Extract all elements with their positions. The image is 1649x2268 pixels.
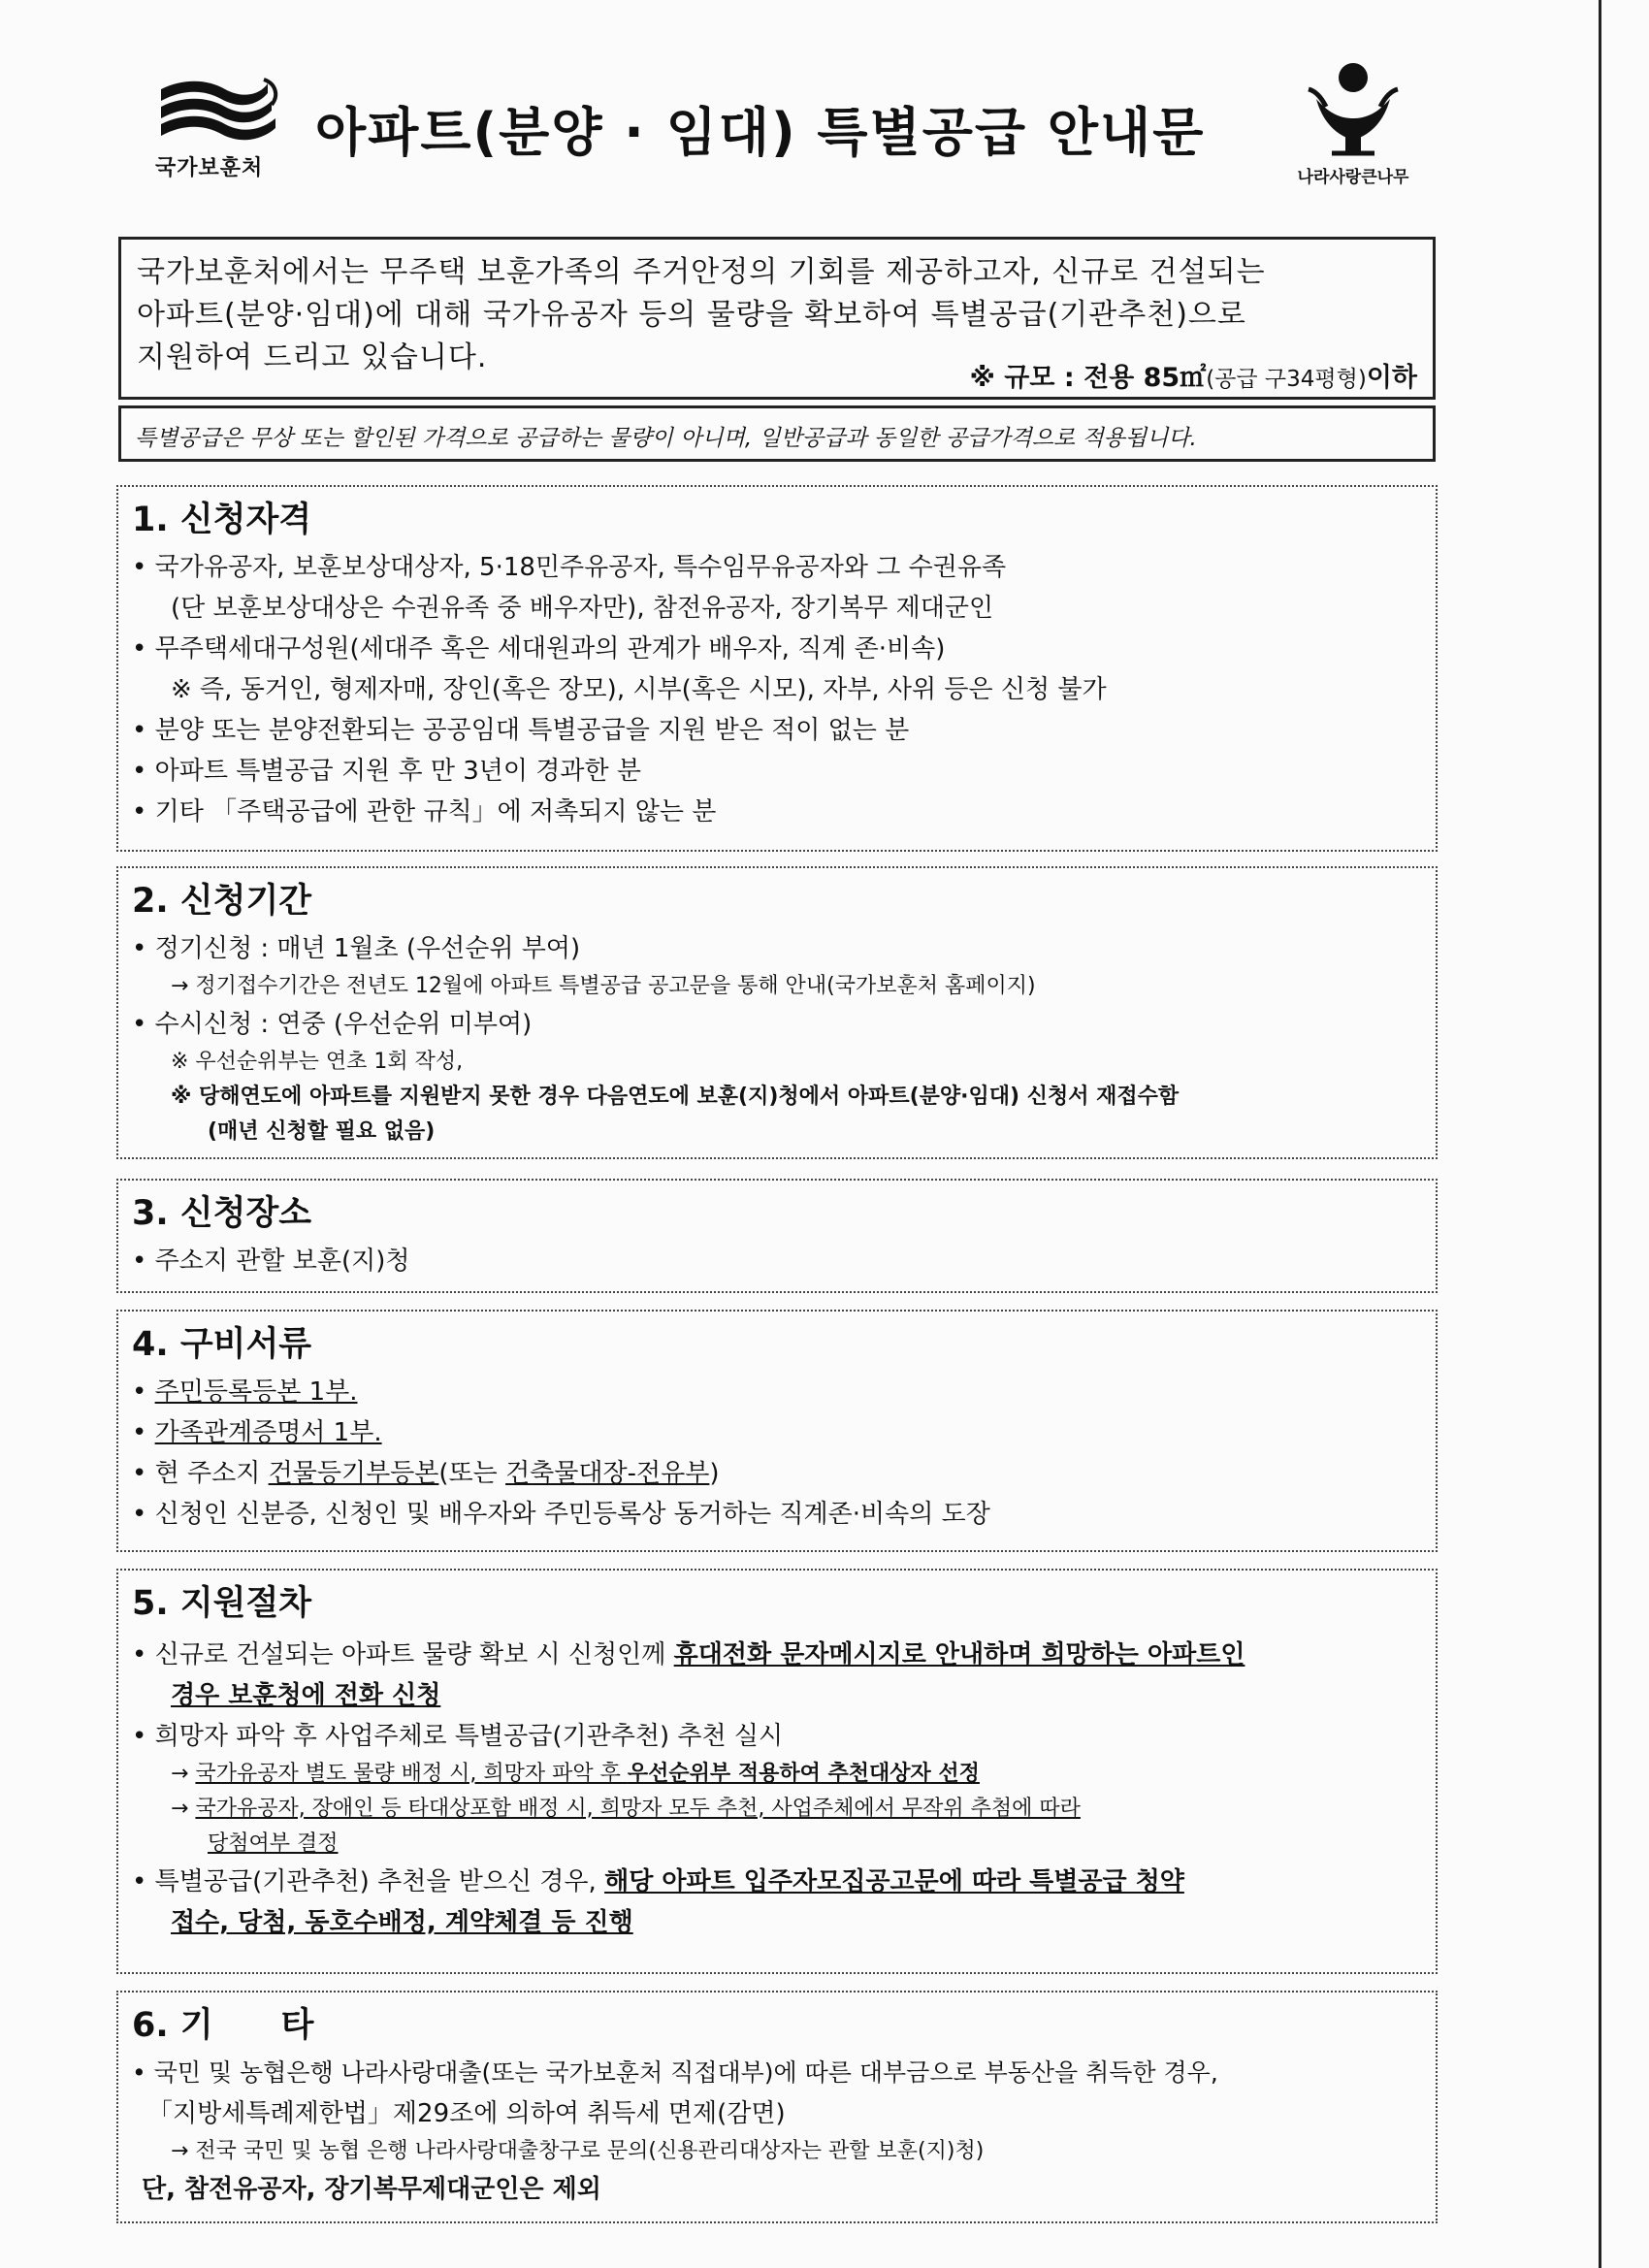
scan-edge-line — [1599, 0, 1601, 2268]
arrow-line — [132, 1792, 1422, 1827]
section-procedure — [116, 1569, 1438, 1974]
scale-note-end: 이하 — [1366, 363, 1417, 393]
emphasis-text: 해당 아파트 입주자모집공고문에 따라 특별공급 청약 — [604, 1867, 1184, 1896]
note-line: (매년 신청할 필요 없음) — [208, 1119, 436, 1144]
intro-line: 국가보훈처에서는 무주택 보훈가족의 주거안정의 기회를 제공하고자, 신규로 건설되는 — [137, 255, 1266, 289]
text-line: 당첨여부 결정 — [208, 1831, 339, 1856]
section-title: 1. 신청자격 — [132, 501, 312, 539]
text-line: 「지방세특례제한법」제29조에 의하여 취득세 면제(감면) — [147, 2099, 786, 2128]
bullet-line: • 주소지 관할 보훈(지)청 — [132, 1247, 410, 1276]
section-documents — [116, 1310, 1438, 1552]
arrow-line: → 전국 국민 및 농협 은행 나라사랑대출창구로 문의(신용관리대상자는 관할 보훈(지)청) — [171, 2139, 985, 2163]
intro-line: 지원하여 드리고 있습니다. — [137, 340, 488, 374]
exception-line: 단, 참전유공자, 장기복무제대군인은 제외 — [142, 2175, 601, 2204]
org-left-label: 국가보훈처 — [155, 156, 264, 180]
text-part: 국가유공자 별도 물량 배정 시, 희망자 파악 후 — [195, 1762, 628, 1786]
scale-note — [970, 356, 1417, 394]
bullet-line: • 국민 및 농협은행 나라사랑대출(또는 국가보훈처 직접대부)에 따른 대부금으로 부동산을 취득한 경우, — [132, 2058, 1218, 2087]
bullet-line: • 분양 또는 분양전환되는 공공임대 특별공급을 지원 받은 적이 없는 분 — [132, 716, 910, 745]
doc-resident-register: 주민등록등본 1부. — [154, 1377, 358, 1407]
bullet-line — [132, 1635, 1422, 1675]
arrow-glyph: → — [171, 1797, 196, 1821]
text-part: • 특별공급(기관추천) 추천을 받으신 경우, — [132, 1867, 605, 1896]
text-part: • 신규로 건설되는 아파트 물량 확보 시 신청인께 — [132, 1640, 674, 1669]
scale-note-main: ※ 규모 : 전용 85㎡ — [969, 363, 1207, 393]
doc-building-ledger: 건축물대장-전유부 — [505, 1459, 710, 1488]
bullet-line: • 가족관계증명서 1부. — [132, 1418, 382, 1447]
section-place — [116, 1179, 1438, 1293]
arrow-line — [132, 1757, 1422, 1792]
bullet-line: • 무주택세대구성원(세대주 혹은 세대원과의 관계가 배우자, 직계 존·비속) — [132, 634, 946, 664]
page-title: 아파트(분양 · 임대) 특별공급 안내문 — [315, 102, 1206, 163]
text-part: (또는 — [438, 1459, 506, 1488]
text-part: ) — [709, 1459, 720, 1488]
wave-flag-icon — [155, 76, 281, 146]
section-others — [116, 1991, 1438, 2223]
org-right-label: 나라사랑큰나무 — [1297, 168, 1409, 187]
doc-building-register: 건물등기부등본 — [268, 1459, 439, 1488]
section-title: 6. 기 타 — [132, 2006, 314, 2045]
bullet-line: • 기타 「주택공급에 관한 규칙」에 저촉되지 않는 분 — [132, 797, 717, 826]
text-part: 국가유공자, 장애인 등 타대상포함 배정 시, 희망자 모두 추천, 사업주체에서 무작위 추첨에 따라 — [195, 1797, 1081, 1821]
bullet-line: • 정기신청 : 매년 1월초 (우선순위 부여) — [132, 934, 581, 963]
intro-line: 아파트(분양·임대)에 대해 국가유공자 등의 물량을 확보하여 특별공급(기관추천)으로 — [137, 298, 1246, 332]
arrow-line: → 정기접수기간은 전년도 12월에 아파트 특별공급 공고문을 통해 안내(국가보훈처 홈페이지) — [171, 974, 1036, 998]
emphasis-line: 경우 보훈청에 전화 신청 — [171, 1681, 441, 1710]
text-part: • 현 주소지 — [132, 1459, 269, 1488]
bullet-line: • 희망자 파악 후 사업주체로 특별공급(기관추천) 추천 실시 — [132, 1722, 784, 1751]
doc-family-certificate: 가족관계증명서 1부. — [154, 1418, 382, 1447]
notice-box: 특별공급은 무상 또는 할인된 가격으로 공급하는 물량이 아니며, 일반공급과 동일한 공급가격으로 적용됩니다. — [118, 405, 1436, 462]
bullet-line: • 주민등록등본 1부. — [132, 1377, 358, 1407]
tree-logo — [1276, 60, 1431, 187]
bullet-line: • 아파트 특별공급 지원 후 만 3년이 경과한 분 — [132, 757, 641, 786]
bullet-line — [132, 1862, 1422, 1902]
intro-box — [118, 237, 1436, 400]
arrow-glyph: → — [171, 1762, 196, 1786]
scale-note-sub: (공급 구34평형) — [1206, 367, 1367, 392]
section-title: 5. 지원절차 — [132, 1584, 312, 1623]
tree-people-icon — [1305, 60, 1402, 157]
bullet-line: • 수시신청 : 연중 (우선순위 미부여) — [132, 1010, 533, 1039]
section-eligibility — [116, 485, 1438, 852]
emphasis-text: 우선순위부 적용하여 추천대상자 선정 — [627, 1762, 980, 1786]
bullet-line: • 신청인 신분증, 신청인 및 배우자와 주민등록상 동거하는 직계존·비속의 도장 — [132, 1500, 990, 1529]
emphasis-text: 휴대전화 문자메시지로 안내하며 희망하는 아파트인 — [673, 1640, 1245, 1669]
text-line: (단 보훈보상대상은 수권유족 중 배우자만), 참전유공자, 장기복무 제대군인 — [171, 594, 994, 623]
note-line: ※ 우선순위부는 연초 1회 작성, — [171, 1050, 464, 1074]
bullet-line: • 국가유공자, 보훈보상대상자, 5·18민주유공자, 특수임무유공자와 그 수권유족 — [132, 553, 1007, 582]
emphasis-line: 접수, 당첨, 동호수배정, 계약체결 등 진행 — [171, 1908, 633, 1937]
bullet-line — [132, 1453, 1422, 1494]
section-title: 3. 신청장소 — [132, 1194, 312, 1233]
note-line: ※ 당해연도에 아파트를 지원받지 못한 경우 다음연도에 보훈(지)청에서 아파트(분양·임대) 신청서 재접수함 — [171, 1085, 1180, 1109]
section-period — [116, 866, 1438, 1159]
section-title: 4. 구비서류 — [132, 1325, 312, 1364]
mpva-logo — [155, 76, 291, 181]
note-line: ※ 즉, 동거인, 형제자매, 장인(혹은 장모), 시부(혹은 시모), 자부, 사위 등은 신청 불가 — [171, 675, 1107, 704]
section-title: 2. 신청기간 — [132, 882, 312, 921]
